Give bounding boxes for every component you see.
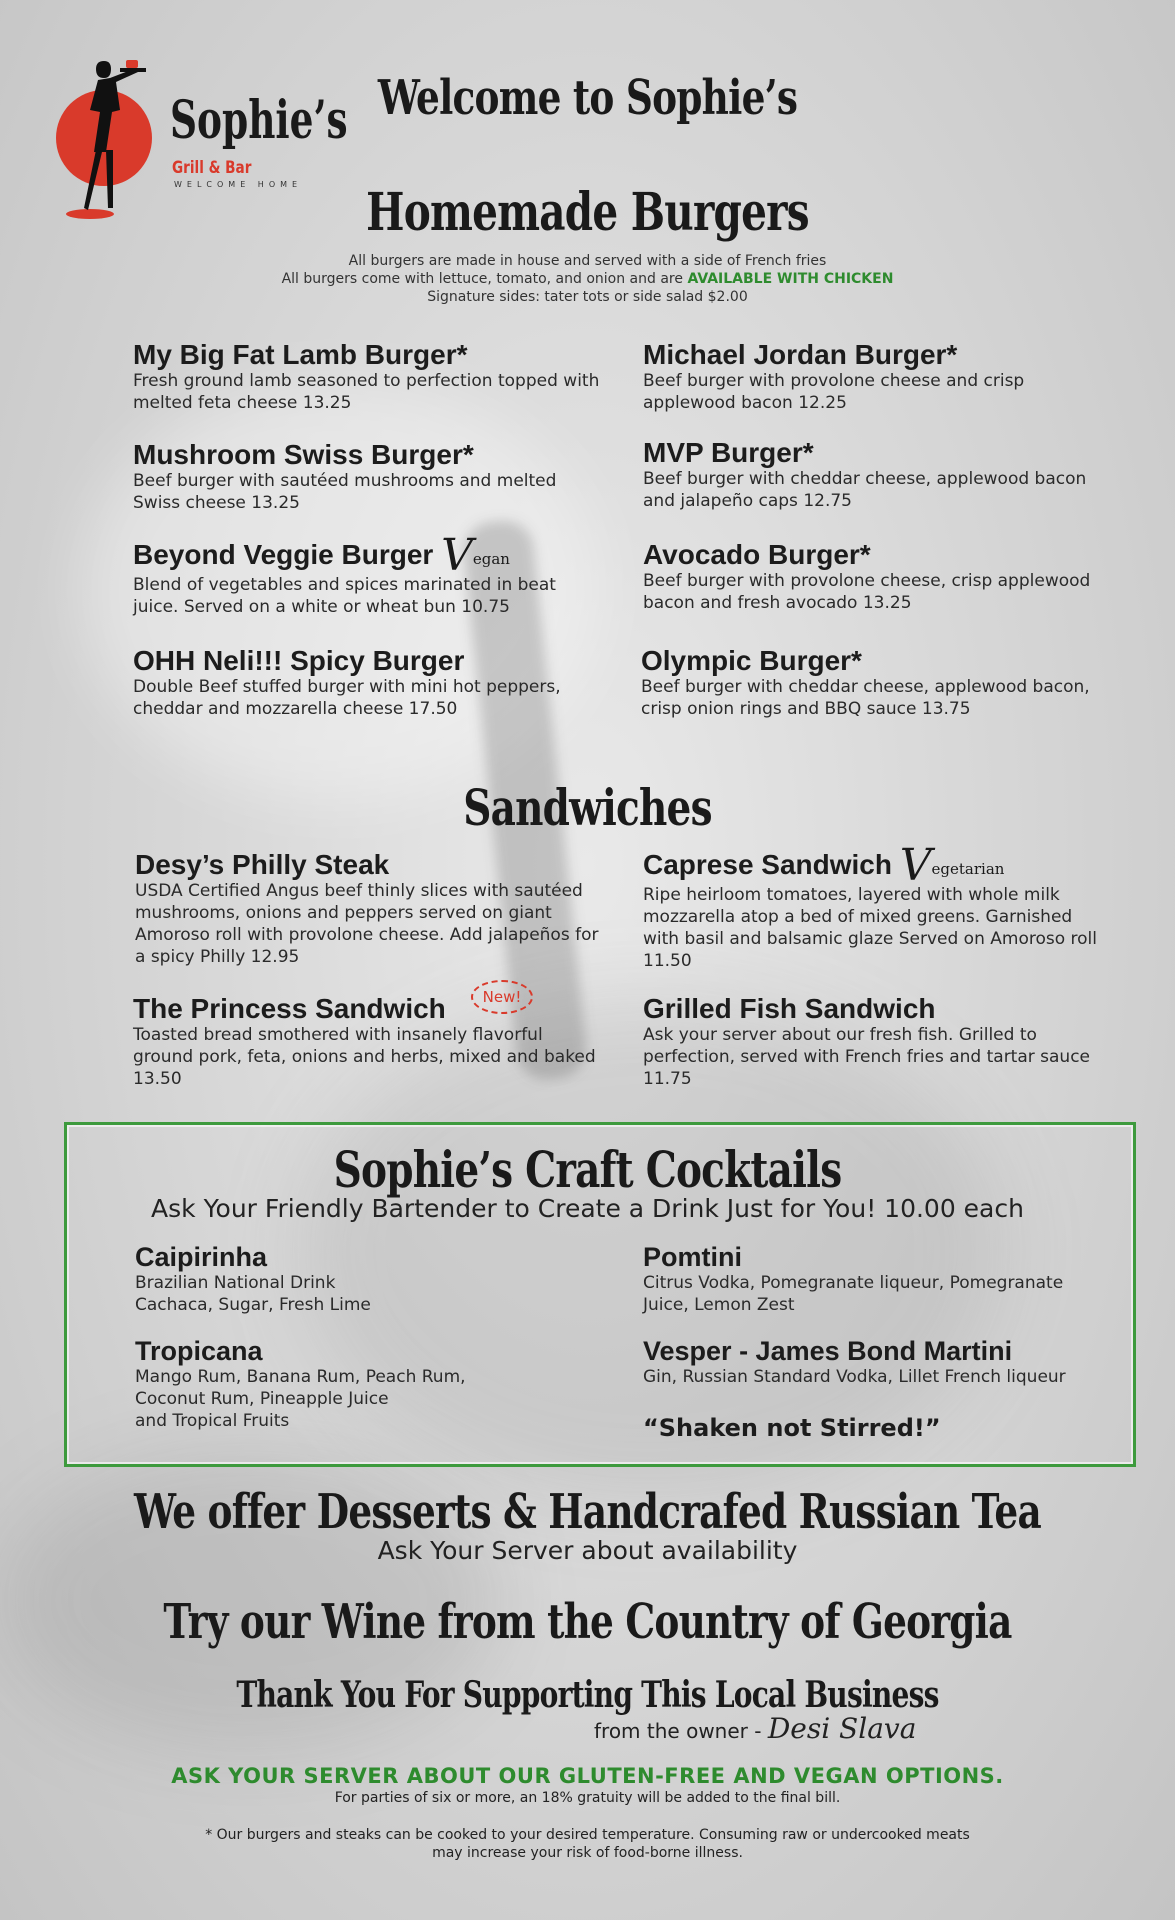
logo-subtitle: Grill & Bar — [172, 158, 252, 178]
burgers-heading: Homemade Burgers — [366, 182, 809, 243]
cocktail-item — [135, 1242, 605, 1316]
owner-signature-line — [594, 1712, 916, 1745]
cocktail-desc-line-1: Brazilian National Drink — [135, 1273, 336, 1293]
menu-item — [135, 850, 605, 968]
item-name: Olympic Burger* — [641, 645, 862, 676]
owner-prefix: from the owner - — [594, 1719, 762, 1743]
menu-item — [643, 340, 1113, 414]
item-name: Mushroom Swiss Burger* — [133, 439, 474, 470]
item-description: USDA Certified Angus beef thinly slices with sautéed mushrooms, onions and peppers served on giant Amoroso roll with provolone cheese. Add jalapeños for a spicy Philly 12.95 — [135, 881, 599, 967]
item-name-row — [643, 840, 1113, 891]
intro-line-2-prefix: All burgers come with lettuce, tomato, and onion and are — [281, 271, 683, 287]
cocktail-desc-line-1: Gin, Russian Standard Vodka, Lillet French liqueur — [643, 1367, 1066, 1387]
burgers-intro-line-1: All burgers are made in house and served with a side of French fries — [348, 253, 827, 269]
cocktail-desc-line-3: and Tropical Fruits — [135, 1411, 290, 1431]
sandwiches-heading: Sandwiches — [463, 778, 712, 837]
item-name: MVP Burger* — [643, 437, 814, 468]
cocktails-subtitle: Ask Your Friendly Bartender to Create a Drink Just for You! 10.00 each — [151, 1194, 1024, 1223]
cocktail-quote: “Shaken not Stirred!” — [643, 1414, 941, 1442]
cocktail-desc-line-2: Coconut Rum, Pineapple Juice — [135, 1389, 389, 1409]
burgers-intro — [0, 252, 1175, 306]
menu-item — [133, 440, 603, 514]
item-description: Ask your server about our fresh fish. Grilled to perfection, served with French fries and tartar sauce 11.75 — [643, 1025, 1091, 1089]
item-description: Beef burger with sautéed mushrooms and melted Swiss cheese 13.25 — [133, 471, 557, 513]
desserts-heading: We offer Desserts & Handcrafed Russian Tea — [134, 1484, 1041, 1540]
desserts-subtitle: Ask Your Server about availability — [377, 1536, 798, 1565]
menu-item — [643, 994, 1113, 1090]
menu-item — [641, 646, 1111, 720]
cocktail-name: Caipirinha — [135, 1242, 268, 1272]
item-name: The Princess Sandwich — [133, 993, 446, 1024]
item-description: Fresh ground lamb seasoned to perfection topped with melted feta cheese 13.25 — [133, 371, 600, 413]
item-name: Beyond Veggie Burger — [133, 539, 434, 570]
logo-tagline: WELCOME HOME — [174, 180, 303, 189]
cocktail-name: Tropicana — [135, 1336, 263, 1366]
item-description: Ripe heirloom tomatoes, layered with whole milk mozzarella atop a bed of mixed greens. Garnished with basil and balsamic glaze Served on Amoroso roll 11.50 — [643, 885, 1097, 971]
item-description: Beef burger with provolone cheese and crisp applewood bacon 12.25 — [643, 371, 1025, 413]
vegan-mark-icon: Vegan — [441, 530, 510, 581]
logo-name: Sophie’s — [170, 90, 348, 151]
vegetarian-mark-icon: Vegetarian — [899, 840, 1005, 891]
menu-item — [133, 988, 603, 1090]
burgers-intro-line-2 — [0, 270, 1175, 288]
cocktail-item — [135, 1336, 605, 1432]
menu-item — [643, 840, 1113, 972]
new-badge: New! — [471, 980, 533, 1014]
item-name: Desy’s Philly Steak — [135, 849, 390, 880]
food-safety-disclaimer — [0, 1826, 1175, 1862]
menu-item — [133, 530, 603, 618]
item-name: My Big Fat Lamb Burger* — [133, 339, 468, 370]
item-description: Beef burger with cheddar cheese, applewood bacon, crisp onion rings and BBQ sauce 13.75 — [641, 677, 1090, 719]
cocktail-item — [643, 1336, 1123, 1388]
item-description: Beef burger with provolone cheese, crisp applewood bacon and fresh avocado 13.25 — [643, 571, 1091, 613]
menu-item — [133, 646, 603, 720]
item-description: Toasted bread smothered with insanely flavorful ground pork, feta, onions and herbs, mixed and baked 13.50 — [133, 1025, 596, 1089]
item-name: Michael Jordan Burger* — [643, 339, 958, 370]
gratuity-notice: For parties of six or more, an 18% gratuity will be added to the final bill. — [334, 1790, 841, 1806]
item-description: Double Beef stuffed burger with mini hot peppers, cheddar and mozzarella cheese 17.50 — [133, 677, 561, 719]
thanks-heading: Thank You For Supporting This Local Business — [236, 1674, 939, 1716]
menu-item — [643, 438, 1113, 512]
burgers-intro-line-3: Signature sides: tater tots or side salad $2.00 — [427, 289, 748, 305]
menu-item — [643, 540, 1113, 614]
cocktail-desc-line-1: Citrus Vodka, Pomegranate liqueur, Pomegranate — [643, 1273, 1064, 1293]
item-name: Caprese Sandwich — [643, 849, 892, 880]
cocktail-item — [643, 1242, 1123, 1316]
item-description: Beef burger with cheddar cheese, applewood bacon and jalapeño caps 12.75 — [643, 469, 1087, 511]
gluten-free-notice: ASK YOUR SERVER ABOUT OUR GLUTEN-FREE AND VEGAN OPTIONS. — [171, 1764, 1004, 1788]
item-name: Avocado Burger* — [643, 539, 871, 570]
disclaimer-line-1: * Our burgers and steaks can be cooked to your desired temperature. Consuming raw or undercooked meats — [205, 1827, 970, 1843]
cocktail-desc-line-2: Cachaca, Sugar, Fresh Lime — [135, 1295, 371, 1315]
item-name-row — [133, 530, 603, 581]
item-name: OHH Neli!!! Spicy Burger — [133, 645, 465, 676]
chicken-option-highlight: AVAILABLE WITH CHICKEN — [687, 271, 894, 287]
item-name: Grilled Fish Sandwich — [643, 993, 936, 1024]
welcome-title: Welcome to Sophie’s — [377, 70, 798, 126]
owner-signature: Desi Slava — [767, 1712, 917, 1745]
item-description: Blend of vegetables and spices marinated in beat juice. Served on a white or wheat bun 10.75 — [133, 575, 556, 617]
cocktail-name: Pomtini — [643, 1242, 742, 1272]
cocktails-heading: Sophie’s Craft Cocktails — [333, 1140, 842, 1199]
cocktail-name: Vesper - James Bond Martini — [643, 1336, 1013, 1366]
cocktail-desc-line-1: Mango Rum, Banana Rum, Peach Rum, — [135, 1367, 466, 1387]
wine-heading: Try our Wine from the Country of Georgia — [163, 1594, 1012, 1650]
menu-item — [133, 340, 603, 414]
disclaimer-line-2: may increase your risk of food-borne illness. — [432, 1845, 743, 1861]
cocktail-desc-line-2: Juice, Lemon Zest — [643, 1295, 795, 1315]
